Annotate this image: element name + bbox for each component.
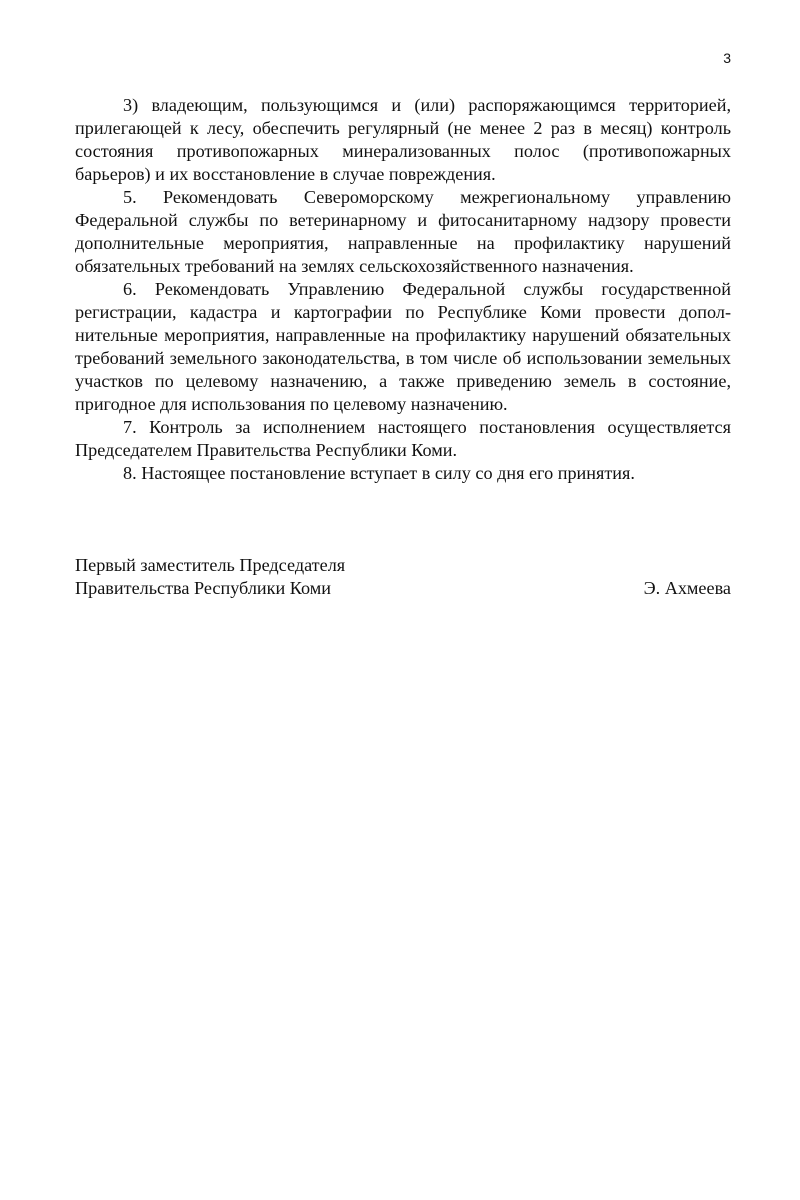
page-number: 3 (723, 50, 731, 66)
paragraph-6: 6. Рекомендовать Управлению Федеральной службы государственной регистрации, кадастра и картографии по Республике Коми провести дополнительные мероприятия, направленные на профилактику нарушений обязательных требований земельного законодательства, в том числе об использовании земельных участков по целевому назначению, а также приведению земель в состояние, пригодное для использования по целевому назначению. (75, 279, 731, 414)
document-body (75, 94, 731, 485)
signature-block (75, 554, 731, 600)
paragraph-8: 8. Настоящее постановление вступает в силу со дня его принятия. (123, 463, 635, 483)
signatory-name: Э. Ахмеева (643, 578, 731, 598)
signature-row (75, 577, 731, 600)
signatory-title-line1: Первый заместитель Председателя (75, 555, 346, 575)
paragraph-item-3: 3) владеющим, пользующимся и (или) распоряжающимся территорией, прилегающей к лесу, обеспечить регулярный (не менее 2 раз в месяц) контроль состояния противопожарных минерализованных полос (противопожарных барьеров) и их восстановление в случае повреждения. (75, 95, 731, 184)
signatory-title-line2: Правительства Республики Коми (75, 578, 332, 598)
paragraph-5: 5. Рекомендовать Североморскому межрегиональному управлению Федеральной службы по ветеринарному и фитосанитарному надзору провести дополнительные мероприятия, направленные на профилактику нарушений обязательных требований на землях сельскохозяйственного назначения. (75, 187, 731, 276)
paragraph-7: 7. Контроль за исполнением настоящего постановления осуществляется Председателем Правительства Республики Коми. (75, 417, 731, 460)
